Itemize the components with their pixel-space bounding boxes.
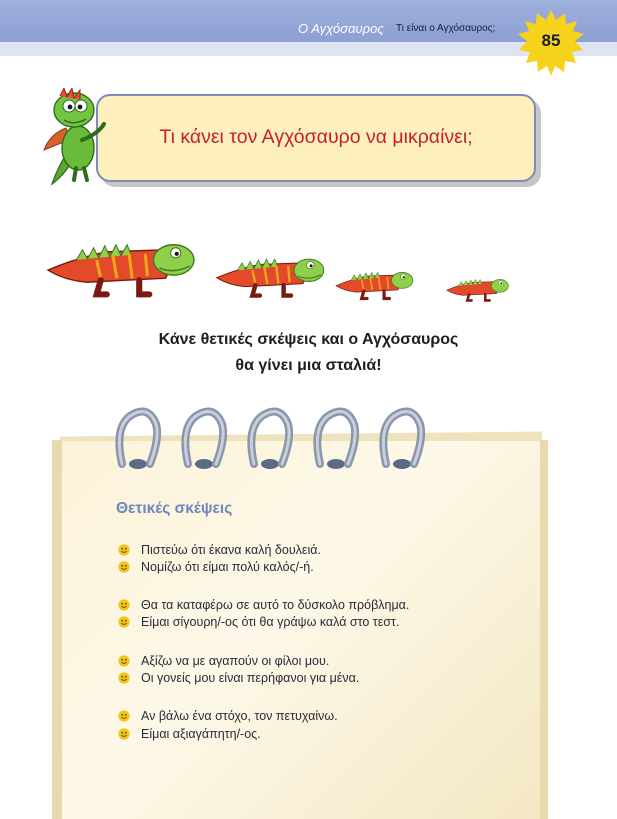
paper-right-edge — [540, 440, 548, 819]
section-title: Τι είναι ο Αγχόσαυρος; — [396, 23, 496, 34]
list-item — [118, 670, 359, 686]
thought-text: Θα τα καταφέρω σε αυτό το δύσκολο πρόβλημα. — [141, 598, 410, 612]
spiral-rings-icon — [100, 398, 480, 478]
thought-text: Αν βάλω ένα στόχο, τον πετυχαίνω. — [141, 709, 338, 723]
thought-text: Αξίζω να με αγαπούν οι φίλοι μου. — [141, 654, 330, 668]
thought-text: Είμαι αξιαγάπητη/-ος. — [141, 727, 261, 741]
paper-left-edge — [52, 440, 62, 819]
smiley-face-icon — [118, 544, 130, 556]
smiley-face-icon — [118, 655, 130, 667]
thought-text: Νομίζω ότι είμαι πολύ καλός/-ή. — [141, 560, 314, 574]
list-item — [118, 653, 329, 669]
list-item — [118, 542, 321, 558]
list-item — [118, 559, 314, 575]
page-number-badge — [518, 10, 584, 76]
dinosaur-medium-icon — [215, 248, 327, 300]
motto-line-1: Κάνε θετικές σκέψεις και ο Αγχόσαυρος — [158, 331, 459, 348]
thought-text: Πιστεύω ότι έκανα καλή δουλειά. — [141, 543, 321, 557]
smiley-face-icon — [118, 728, 130, 740]
dinosaur-small-icon — [335, 264, 415, 302]
smiley-face-icon — [118, 599, 130, 611]
title-box — [96, 94, 536, 182]
page-title: Τι κάνει τον Αγχόσαυρο να μικραίνει; — [159, 126, 473, 148]
dragon-mascot-icon — [40, 88, 112, 188]
smiley-face-icon — [118, 561, 130, 573]
page-number: 85 — [541, 31, 561, 50]
dinosaur-tiny-icon — [445, 273, 511, 303]
motto-line-2: θα γίνει μια σταλιά! — [235, 357, 382, 374]
list-item — [118, 614, 399, 630]
list-item — [118, 597, 409, 613]
smiley-face-icon — [118, 616, 130, 628]
smiley-face-icon — [118, 672, 130, 684]
dinosaur-large-icon — [46, 228, 198, 302]
chapter-title: Ο Αγχόσαυρος — [298, 21, 384, 36]
thought-text: Οι γονείς μου είναι περήφανοι για μένα. — [141, 671, 360, 685]
smiley-face-icon — [118, 710, 130, 722]
thought-text: Είμαι σίγουρη/-ος ότι θα γράψω καλά στο τεστ. — [141, 615, 400, 629]
list-item — [118, 708, 338, 724]
list-item — [118, 726, 261, 742]
notepad-paper — [56, 441, 544, 819]
positive-thoughts-heading: Θετικές σκέψεις — [116, 500, 233, 517]
